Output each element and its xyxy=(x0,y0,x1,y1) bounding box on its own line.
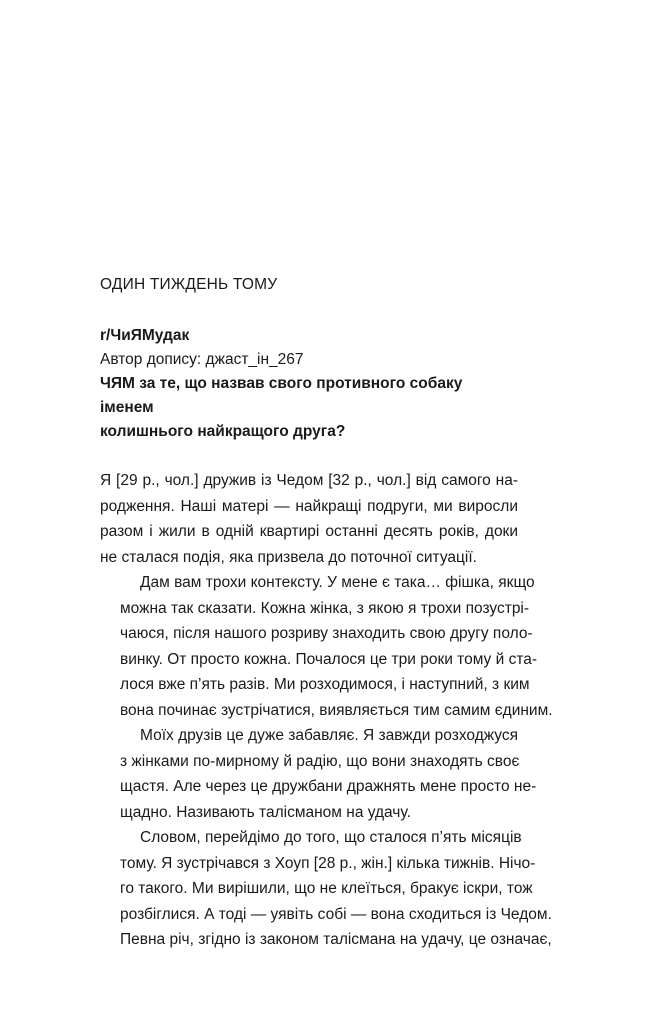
book-page xyxy=(100,274,553,953)
text-line: разом і жили в одній квартирі останні десять років, доки xyxy=(100,523,518,540)
body-paragraph xyxy=(100,570,553,723)
text-line: з жінками по-мирному й радію, що вони знаходять своє xyxy=(120,752,520,770)
body-paragraph xyxy=(100,468,518,570)
text-line: родження. Наші матері — найкращі подруги, ми виросли xyxy=(100,497,518,515)
post-title xyxy=(100,372,518,444)
text-line: розбіглися. А тоді — уявіть собі — вона сходиться із Чедом. xyxy=(120,905,552,923)
text-line: винку. От просто кожна. Почалося це три роки тому й ста- xyxy=(120,650,538,668)
text-line: тому. Я зустрічався з Хоуп [28 р., жін.] кілька тижнів. Нічо- xyxy=(120,854,536,872)
text-line: вона починає зустрічатися, виявляється тим самим єдиним. xyxy=(120,701,553,719)
text-line: не сталася подія, яка призвела до поточної ситуації. xyxy=(100,548,477,566)
text-line: го такого. Ми вирішили, що не клеїться, бракує іскри, тож xyxy=(120,880,533,897)
post-title-line: колишнього найкращого друга? xyxy=(100,423,346,440)
text-line: Словом, перейдімо до того, що сталося п’ять місяців xyxy=(140,829,522,846)
post-body xyxy=(100,468,553,953)
text-line: Дам вам трохи контексту. У мене є така… фішка, якщо xyxy=(140,574,535,591)
section-heading: ОДИН ТИЖДЕНЬ ТОМУ xyxy=(100,276,278,293)
post-title-line: ЧЯМ за те, що назвав свого противного собаку іменем xyxy=(100,375,463,416)
body-paragraph xyxy=(100,723,537,825)
subreddit-name: r/ЧиЯМудак xyxy=(100,327,190,344)
post-author: Автор допису: джаст_ін_267 xyxy=(100,351,304,368)
text-line: чаюся, після нашого розриву знаходить свою другу поло- xyxy=(120,625,533,642)
text-line: Моїх друзів це дуже забавляє. Я завжди розходжуся xyxy=(140,727,519,744)
text-line: щастя. Але через це дружбани дражнять мене просто не- xyxy=(120,778,537,795)
text-line: Я [29 р., чол.] дружив із Чедом [32 р., чол.] від самого на- xyxy=(100,472,518,489)
text-line: Певна річ, згідно із законом талісмана на удачу, це означає, xyxy=(120,931,552,948)
body-paragraph xyxy=(100,825,552,953)
text-line: щадно. Називають талісманом на удачу. xyxy=(120,803,411,821)
text-line: можна так сказати. Кожна жінка, з якою я трохи позустрі- xyxy=(120,599,530,617)
text-line: лося вже п’ять разів. Ми розходимося, і наступний, з ким xyxy=(120,676,530,693)
